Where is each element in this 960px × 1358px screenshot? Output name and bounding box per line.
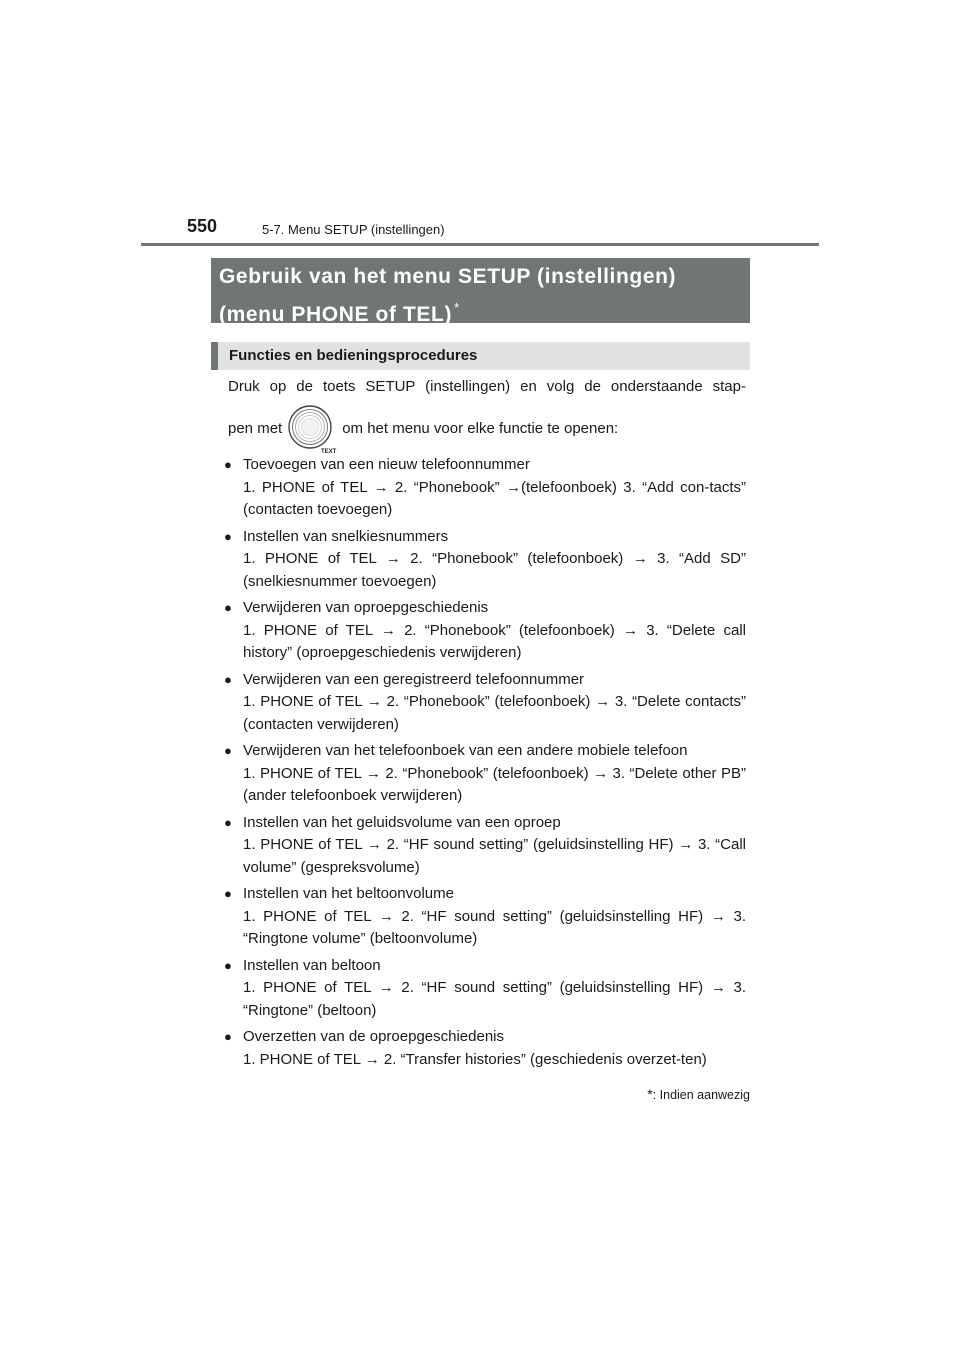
page-title-line2-wrap xyxy=(219,292,742,330)
item-detail: 1. PHONE of TEL → 2. “Transfer histories” (geschiedenis overzet-ten) xyxy=(243,1050,707,1068)
list-item xyxy=(224,526,746,594)
intro-paragraph xyxy=(228,376,746,454)
item-title: Instellen van beltoon xyxy=(243,956,381,974)
list-item xyxy=(224,812,746,880)
item-detail: 1. PHONE of TEL → 2. “Phonebook” (telefoonboek) → 3. “Delete other PB” (ander telefoonboek verwijderen) xyxy=(243,764,746,804)
list-item xyxy=(224,669,746,737)
list-item xyxy=(224,454,746,522)
bullet-icon: ● xyxy=(224,1029,232,1044)
footnote xyxy=(647,1086,750,1102)
item-detail: 1. PHONE of TEL → 2. “Phonebook” (telefoonboek) → 3. “Delete contacts” (contacten verwijderen) xyxy=(243,693,746,733)
bullet-icon: ● xyxy=(224,528,232,544)
bullet-icon: ● xyxy=(224,814,232,830)
item-title: Toevoegen van een nieuw telefoonnummer xyxy=(243,456,530,473)
page-title xyxy=(211,258,750,326)
item-detail: 1. PHONE of TEL → 2. “HF sound setting” (geluidsinstelling HF) → 3. “Call volume” (gespreksvolume) xyxy=(243,836,746,876)
footnote-text: : Indien aanwezig xyxy=(652,1088,750,1102)
bullet-icon: ● xyxy=(224,671,232,687)
bullet-icon: ● xyxy=(224,457,232,472)
intro-before-icon: pen met xyxy=(228,420,283,437)
item-title: Verwijderen van het telefoonboek van een andere mobiele telefoon xyxy=(243,742,688,759)
intro-line2 xyxy=(228,404,746,454)
list-item xyxy=(224,1026,746,1071)
dial-text-label: TEXT xyxy=(321,449,337,455)
intro-line1: Druk op de toets SETUP (instellingen) en volg de onderstaande stap- xyxy=(228,378,746,395)
bullet-icon: ● xyxy=(224,957,232,973)
item-detail: 1. PHONE of TEL → 2. “Phonebook” →(telefoonboek) 3. “Add con-tacts” (contacten toevoegen) xyxy=(243,478,746,518)
list-item xyxy=(224,740,746,808)
title-asterisk: * xyxy=(454,300,460,315)
item-title: Instellen van het geluidsvolume van een oproep xyxy=(243,813,561,831)
tune-dial-icon xyxy=(288,404,337,455)
item-detail: 1. PHONE of TEL → 2. “HF sound setting” (geluidsinstelling HF) → 3. “Ringtone volume” (beltoonvolume) xyxy=(243,907,746,947)
item-title: Verwijderen van een geregistreerd telefoonnummer xyxy=(243,670,585,688)
footnote-asterisk: * xyxy=(647,1086,653,1102)
section-label: 5-7. Menu SETUP (instellingen) xyxy=(262,222,445,237)
item-detail: 1. PHONE of TEL → 2. “HF sound setting” (geluidsinstelling HF) → 3. “Ringtone” (beltoon) xyxy=(243,979,746,1019)
bullet-icon: ● xyxy=(224,886,232,901)
list-item xyxy=(224,597,746,665)
item-title: Instellen van het beltoonvolume xyxy=(243,885,454,902)
page-number: 550 xyxy=(187,216,218,236)
function-list xyxy=(224,454,746,1075)
item-title: Instellen van snelkiesnummers xyxy=(243,527,449,545)
item-title: Verwijderen van oproepgeschiedenis xyxy=(243,599,489,616)
item-title: Overzetten van de oproepgeschiedenis xyxy=(243,1028,505,1045)
bullet-icon: ● xyxy=(224,743,232,758)
list-item xyxy=(224,955,746,1023)
list-item xyxy=(224,883,746,951)
item-detail: 1. PHONE of TEL → 2. “Phonebook” (telefoonboek) → 3. “Delete call history” (oproepgeschiedenis verwijderen) xyxy=(243,621,746,661)
page-title-line1: Gebruik van het menu SETUP (instellingen) xyxy=(219,265,677,288)
section-subtitle: Functies en bedieningsprocedures xyxy=(211,342,750,370)
header-divider xyxy=(141,243,819,246)
intro-after-icon: om het menu voor elke functie te openen: xyxy=(342,420,619,437)
item-detail: 1. PHONE of TEL → 2. “Phonebook” (telefoonboek) → 3. “Add SD” (snelkiesnummer toevoegen) xyxy=(243,550,746,590)
page-title-line2: (menu PHONE of TEL) xyxy=(219,303,453,326)
bullet-icon: ● xyxy=(224,600,232,615)
